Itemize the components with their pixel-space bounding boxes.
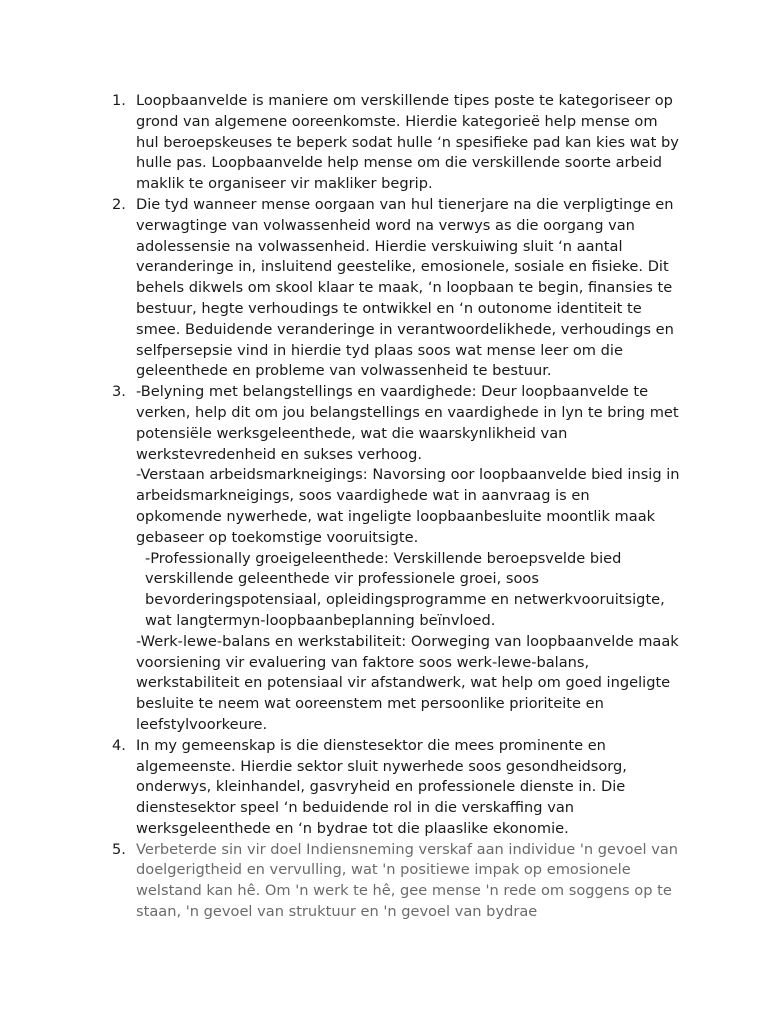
list-item <box>112 840 680 923</box>
list-item-text: Die tyd wanneer mense oorgaan van hul tienerjare na die verpligtinge en verwagtinge van volwassenheid word na verwys as die oorgang van adolessensie na volwassenheid. Hierdie verskuiwing sluit ‘n aantal veranderinge in, insluitend geestelike, emosionele, sosiale en fisieke. Dit behels dikwels om skool klaar te maak, ‘n loopbaan te begin, finansies te bestuur, hegte verhoudings te ontwikkel en ‘n outonome identiteit te smee. Beduidende veranderinge in verantwoordelikhede, verhoudings en selfpersepsie vind in hierdie tyd plaas soos wat mense leer om die geleenthede en probleme van volwassenheid te bestuur. <box>136 195 674 380</box>
list-number: 1. <box>112 92 126 109</box>
list-number: 4. <box>112 736 126 754</box>
list-item <box>112 91 680 195</box>
list-item-text: In my gemeenskap is die dienstesektor die mees prominente en algemeenste. Hierdie sektor sluit nywerhede soos gesondheidsorg, onderwys, kleinhandel, gasvryheid en professionele dienste in. Die dienstesektor speel ‘n beduidende rol in die verskaffing van werksgeleenthede en ‘n bydrae tot die plaaslike ekonomie. <box>136 736 627 837</box>
list-number: 5. <box>112 840 126 858</box>
list-number: 3. <box>112 383 126 401</box>
list-item <box>112 382 680 736</box>
list-item-paragraph: -Professionally groeigeleenthede: Verskillende beroepsvelde bied verskillende geleenthede vir professionele groei, soos bevorderingspotensiaal, opleidingsprogramme en netwerkvooruitsigte, wat langtermyn-loopbaanbeplanning beïnvloed. <box>145 549 665 629</box>
list-item-paragraph: -Werk-lewe-balans en werkstabiliteit: Oorweging van loopbaanvelde maak voorsiening vir evaluering van faktore soos werk-lewe-balans, werkstabiliteit en potensiaal vir afstandwerk, wat help om goed ingeligte besluite te neem wat ooreenstem met persoonlike prioriteite en leefstylvoorkeure. <box>136 632 679 733</box>
list-item-text: Verbeterde sin vir doel Indiensneming verskaf aan individue 'n gevoel van doelgerigtheid en vervulling, wat 'n positiewe impak op emosionele welstand kan hê. Om 'n werk te hê, gee mense 'n rede om soggens op te staan, 'n gevoel van struktuur en 'n gevoel van bydrae <box>136 840 679 921</box>
list-item-text: Loopbaanvelde is maniere om verskillende tipes poste te kategoriseer op grond van algemene ooreenkomste. Hierdie kategorieë help mense om hul beroepskeuses te beperk sodat hulle ‘n spesifieke pad kan kies wat by hulle pas. Loopbaanvelde help mense om die verskillende soorte arbeid maklik te organiseer vir makliker begrip. <box>136 92 679 193</box>
list-item-paragraph: -Verstaan arbeidsmarkneigings: Navorsing oor loopbaanvelde bied insig in arbeidsmarkneigings, soos vaardighede wat in aanvraag is en opkomende nywerhede, wat ingeligte loopbaanbesluite moontlik maak gebaseer op toekomstige vooruitsigte. <box>136 466 680 546</box>
numbered-list <box>112 91 680 923</box>
list-number: 2. <box>112 195 126 213</box>
list-item <box>112 195 680 382</box>
list-item <box>112 736 680 840</box>
list-item-paragraph: -Belyning met belangstellings en vaardighede: Deur loopbaanvelde te verken, help dit om jou belangstellings en vaardighede in lyn te bring met potensiële werksgeleenthede, wat die waarskynlikheid van werkstevredenheid en sukses verhoog. <box>136 383 679 463</box>
